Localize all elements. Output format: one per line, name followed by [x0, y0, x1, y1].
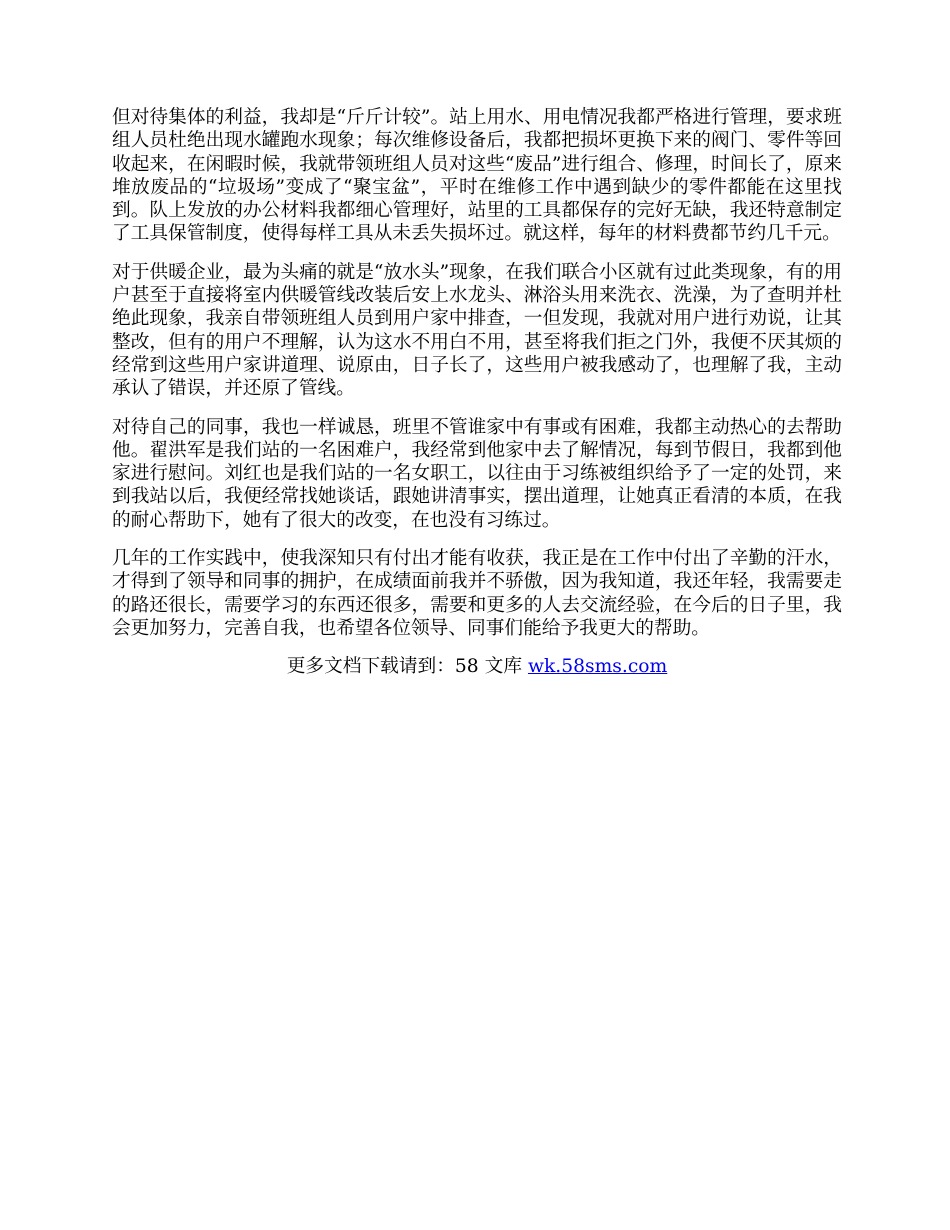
body-paragraph-2: 对于供暖企业，最为头痛的就是“放水头”现象，在我们联合小区就有过此类现象，有的用户甚至于直接将室内供暖管线改装后安上水龙头、淋浴头用来洗衣、洗澡，为了查明并杜绝此现象，我亲自带领班组人员到用户家中排查，一但发现，我就对用户进行劝说，让其整改，但有的用户不理解，认为这水不用白不用，甚至将我们拒之门外，我便不厌其烦的经常到这些用户家讲道理、说原由，日子长了，这些用户被我感动了，也理解了我，主动承认了错误，并还原了管线。	[112, 261, 842, 400]
download-note	[112, 655, 842, 678]
body-paragraph-3: 对待自己的同事，我也一样诚恳，班里不管谁家中有事或有困难，我都主动热心的去帮助他。翟洪军是我们站的一名困难户，我经常到他家中去了解情况，每到节假日，我都到他家进行慰问。刘红也是我们站的一名女职工，以往由于习练被组织给予了一定的处罚，来到我站以后，我便经常找她谈话，跟她讲清事实，摆出道理，让她真正看清的本质，在我的耐心帮助下，她有了很大的改变，在也没有习练过。	[112, 416, 842, 531]
body-paragraph-4: 几年的工作实践中，使我深知只有付出才能有收获，我正是在工作中付出了辛勤的汗水，才得到了领导和同事的拥护，在成绩面前我并不骄傲，因为我知道，我还年轻，我需要走的路还很长，需要学习的东西还很多，需要和更多的人去交流经验，在今后的日子里，我会更加努力，完善自我，也希望各位领导、同事们能给予我更大的帮助。	[112, 548, 842, 639]
download-link[interactable]: wk.58sms.com	[527, 656, 668, 678]
download-note-text: 更多文档下载请到：58 文库	[286, 656, 528, 678]
body-paragraph-1: 但对待集体的利益，我却是“斤斤计较”。站上用水、用电情况我都严格进行管理，要求班组人员杜绝出现水罐跑水现象；每次维修设备后，我都把损坏更换下来的阀门、零件等回收起来，在闲暇时候，我就带领班组人员对这些“废品”进行组合、修理，时间长了，原来堆放废品的“垃圾场”变成了“聚宝盆”，平时在维修工作中遇到缺少的零件都能在这里找到。队上发放的办公材料我都细心管理好，站里的工具都保存的完好无缺，我还特意制定了工具保管制度，使得每样工具从未丢失损坏过。就这样，每年的材料费都节约几千元。	[112, 107, 842, 245]
